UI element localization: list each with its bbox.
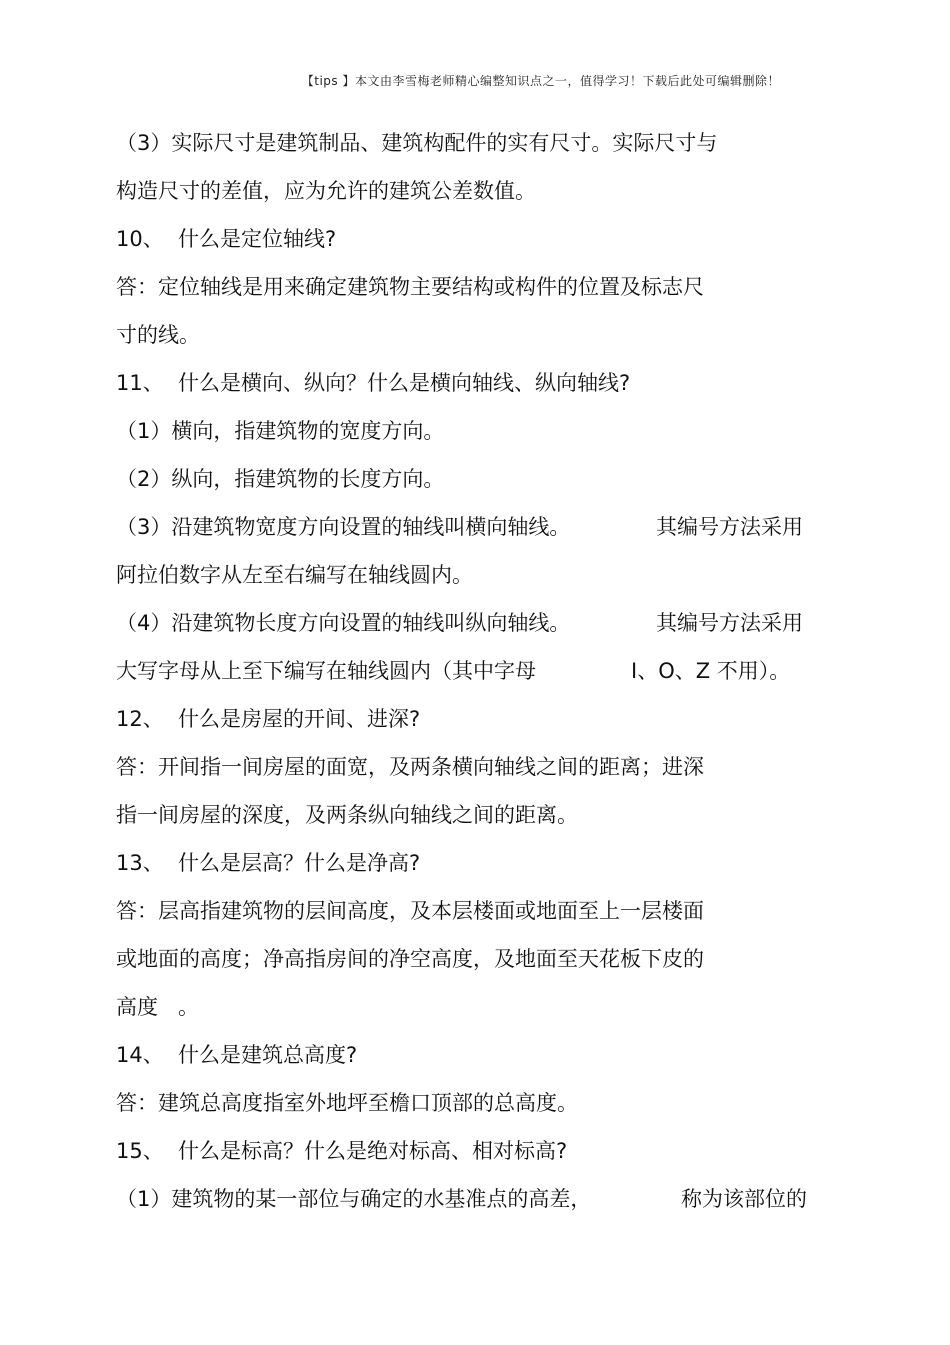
text-segment: I、O、Z 不用）。 <box>631 659 791 683</box>
text-line-split <box>116 990 836 1038</box>
text-line: 答：定位轴线是用来确定建筑物主要结构或构件的位置及标志尺 <box>116 275 704 299</box>
text-line: 或地面的高度；净高指房间的净空高度，及地面至天花板下皮的 <box>116 947 704 971</box>
question-number: 15、 <box>116 1139 164 1163</box>
text-line-split <box>116 510 836 558</box>
text-line-split <box>116 606 836 654</box>
text-segment: 其编号方法采用 <box>656 515 803 539</box>
text-line: 答：层高指建筑物的层间高度，及本层楼面或地面至上一层楼面 <box>116 899 704 923</box>
text-segment: 。 <box>178 995 199 1019</box>
question-heading <box>116 366 836 414</box>
question-number: 11、 <box>116 371 164 395</box>
text-line: 阿拉伯数字从左至右编写在轴线圆内。 <box>116 563 473 587</box>
question-number: 12、 <box>116 707 164 731</box>
question-number: 10、 <box>116 227 164 251</box>
text-line: 寸的线。 <box>116 323 200 347</box>
question-heading <box>116 1134 836 1182</box>
question-heading <box>116 1038 836 1086</box>
question-text: 什么是层高？什么是净高? <box>178 851 421 875</box>
text-segment: （3）沿建筑物宽度方向设置的轴线叫横向轴线。 <box>116 515 571 539</box>
text-segment: 高度 <box>116 995 158 1019</box>
text-line: 指一间房屋的深度，及两条纵向轴线之间的距离。 <box>116 803 578 827</box>
question-number: 14、 <box>116 1043 164 1067</box>
question-heading <box>116 222 836 270</box>
text-segment: 其编号方法采用 <box>656 611 803 635</box>
question-number: 13、 <box>116 851 164 875</box>
document-header-tip: 【tips 】本文由李雪梅老师精心编整知识点之一，值得学习！下载后此处可编辑删除！ <box>301 74 780 88</box>
document-body <box>116 126 836 1230</box>
question-heading <box>116 846 836 894</box>
text-segment: 称为该部位的 <box>681 1187 807 1211</box>
text-segment: 大写字母从上至下编写在轴线圆内（其中字母 <box>116 659 536 683</box>
question-text: 什么是房屋的开间、进深? <box>178 707 421 731</box>
question-text: 什么是建筑总高度? <box>178 1043 358 1067</box>
text-line: 构造尺寸的差值，应为允许的建筑公差数值。 <box>116 179 536 203</box>
text-line-split <box>116 1182 836 1230</box>
text-line: （1）横向，指建筑物的宽度方向。 <box>116 419 445 443</box>
text-line: 答：开间指一间房屋的面宽，及两条横向轴线之间的距离；进深 <box>116 755 704 779</box>
text-line: （3）实际尺寸是建筑制品、建筑构配件的实有尺寸。实际尺寸与 <box>116 131 718 155</box>
text-segment: （1）建筑物的某一部位与确定的水基准点的高差， <box>116 1187 592 1211</box>
question-text: 什么是定位轴线? <box>178 227 337 251</box>
text-line-split <box>116 654 836 702</box>
question-heading <box>116 702 836 750</box>
text-line: （2）纵向，指建筑物的长度方向。 <box>116 467 445 491</box>
question-text: 什么是横向、纵向？什么是横向轴线、纵向轴线? <box>178 371 631 395</box>
question-text: 什么是标高？什么是绝对标高、相对标高? <box>178 1139 568 1163</box>
text-line: 答：建筑总高度指室外地坪至檐口顶部的总高度。 <box>116 1091 578 1115</box>
text-segment: （4）沿建筑物长度方向设置的轴线叫纵向轴线。 <box>116 611 571 635</box>
